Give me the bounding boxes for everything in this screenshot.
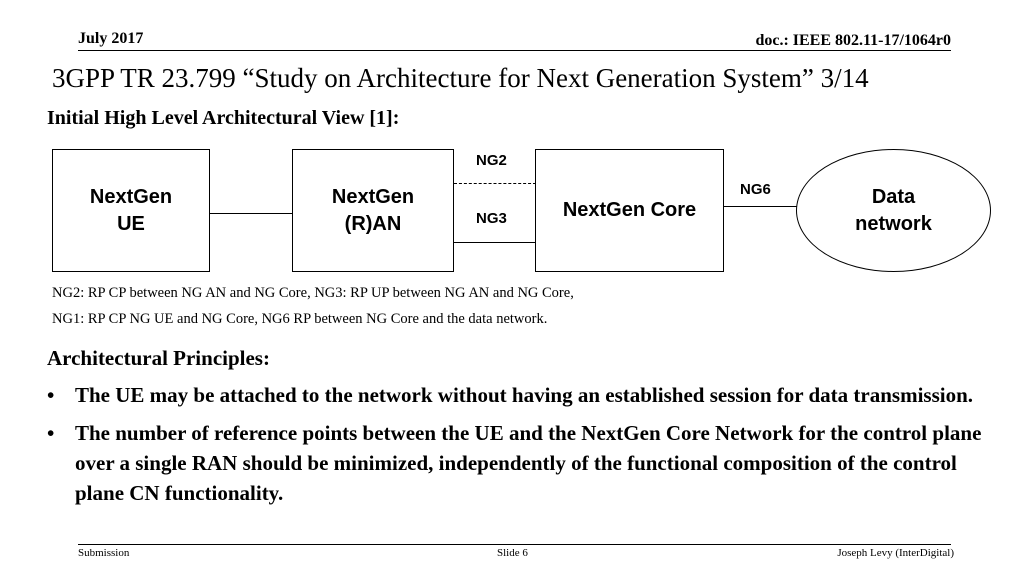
principles-list	[47, 380, 987, 516]
footer-submission: Submission	[78, 547, 130, 559]
ng2-label: NG2	[476, 152, 507, 169]
principle-item: • The UE may be attached to the network without having an established session for data transmission.	[47, 380, 987, 410]
footer-divider	[78, 544, 951, 545]
data-network-ellipse: Data network	[796, 149, 991, 272]
diagram-note-1: NG2: RP CP between NG AN and NG Core, NG3: RP UP between NG AN and NG Core,	[52, 285, 574, 301]
slide-subtitle: Initial High Level Architectural View [1]:	[47, 107, 400, 129]
footer-author: Joseph Levy (InterDigital)	[837, 547, 954, 559]
principles-heading: Architectural Principles:	[47, 346, 270, 370]
nextgen-ran-box: NextGen (R)AN	[292, 149, 454, 272]
nextgen-ue-box: NextGen UE	[52, 149, 210, 272]
nextgen-core-box: NextGen Core	[535, 149, 724, 272]
ng3-link	[454, 242, 536, 243]
diagram-note-2: NG1: RP CP NG UE and NG Core, NG6 RP between NG Core and the data network.	[52, 311, 548, 327]
header-doc-id: doc.: IEEE 802.11-17/1064r0	[755, 32, 951, 49]
footer-slide-number: Slide 6	[497, 547, 528, 559]
header-divider	[78, 50, 951, 51]
ng2-link	[454, 183, 536, 184]
header-date: July 2017	[78, 30, 144, 47]
ng6-link	[724, 206, 798, 207]
principle-item: • The number of reference points between the UE and the NextGen Core Network for the control plane over a single RAN should be minimized, independently of the functional composition of the control plane CN functionality.	[47, 418, 987, 508]
ng6-label: NG6	[740, 181, 771, 198]
ue-ran-link	[210, 213, 293, 214]
ng3-label: NG3	[476, 210, 507, 227]
slide-title: 3GPP TR 23.799 “Study on Architecture for Next Generation System” 3/14	[52, 63, 869, 93]
